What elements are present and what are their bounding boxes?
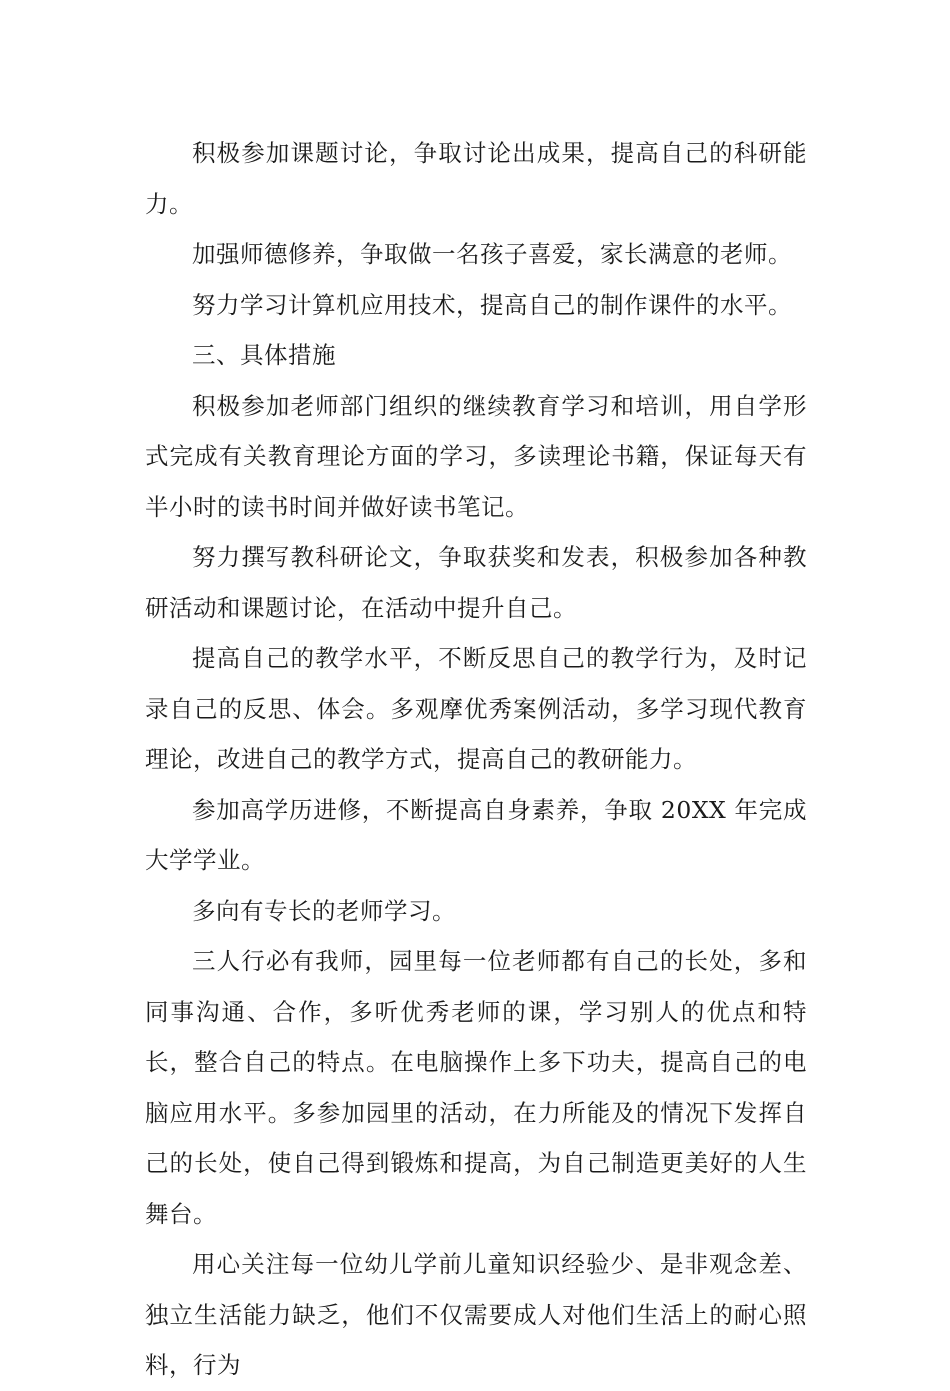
paragraph: 努力撰写教科研论文，争取获奖和发表，积极参加各种教研活动和课题讨论，在活动中提升自己。 — [145, 543, 807, 622]
paragraph: 加强师德修养，争取做一名孩子喜爱，家长满意的老师。 — [192, 240, 792, 268]
paragraph: 多向有专长的老师学习。 — [192, 896, 456, 925]
paragraph: 积极参加老师部门组织的继续教育学习和培训，用自学形式完成有关教育理论方面的学习，多读理论书籍，保证每天有半小时的读书时间并做好读书笔记。 — [145, 391, 807, 521]
section-heading: 三、具体措施 — [192, 341, 336, 369]
paragraph: 提高自己的教学水平，不断反思自己的教学行为，及时记录自己的反思、体会。多观摩优秀案例活动，多学习现代教育理论，改进自己的教学方式，提高自己的教研能力。 — [145, 644, 807, 773]
paragraph: 参加高学历进修，不断提高自身素养，争取 20XX 年完成大学学业。 — [145, 795, 807, 874]
paragraph: 努力学习计算机应用技术，提高自己的制作课件的水平。 — [192, 290, 792, 319]
paragraph: 积极参加课题讨论，争取讨论出成果，提高自己的科研能力。 — [145, 139, 807, 218]
paragraph: 用心关注每一位幼儿学前儿童知识经验少、是非观念差、独立生活能力缺乏，他们不仅需要成人对他们生活上的耐心照料，行为 — [145, 1250, 807, 1379]
paragraph: 三人行必有我师，园里每一位老师都有自己的长处，多和同事沟通、合作，多听优秀老师的课，学习别人的优点和特长，整合自己的特点。在电脑操作上多下功夫，提高自己的电脑应用水平。多参加园里的活动，在力所能及的情况下发挥自己的长处，使自己得到锻炼和提高，为自己制造更美好的人生舞台。 — [145, 947, 807, 1228]
document-body — [145, 128, 807, 1391]
